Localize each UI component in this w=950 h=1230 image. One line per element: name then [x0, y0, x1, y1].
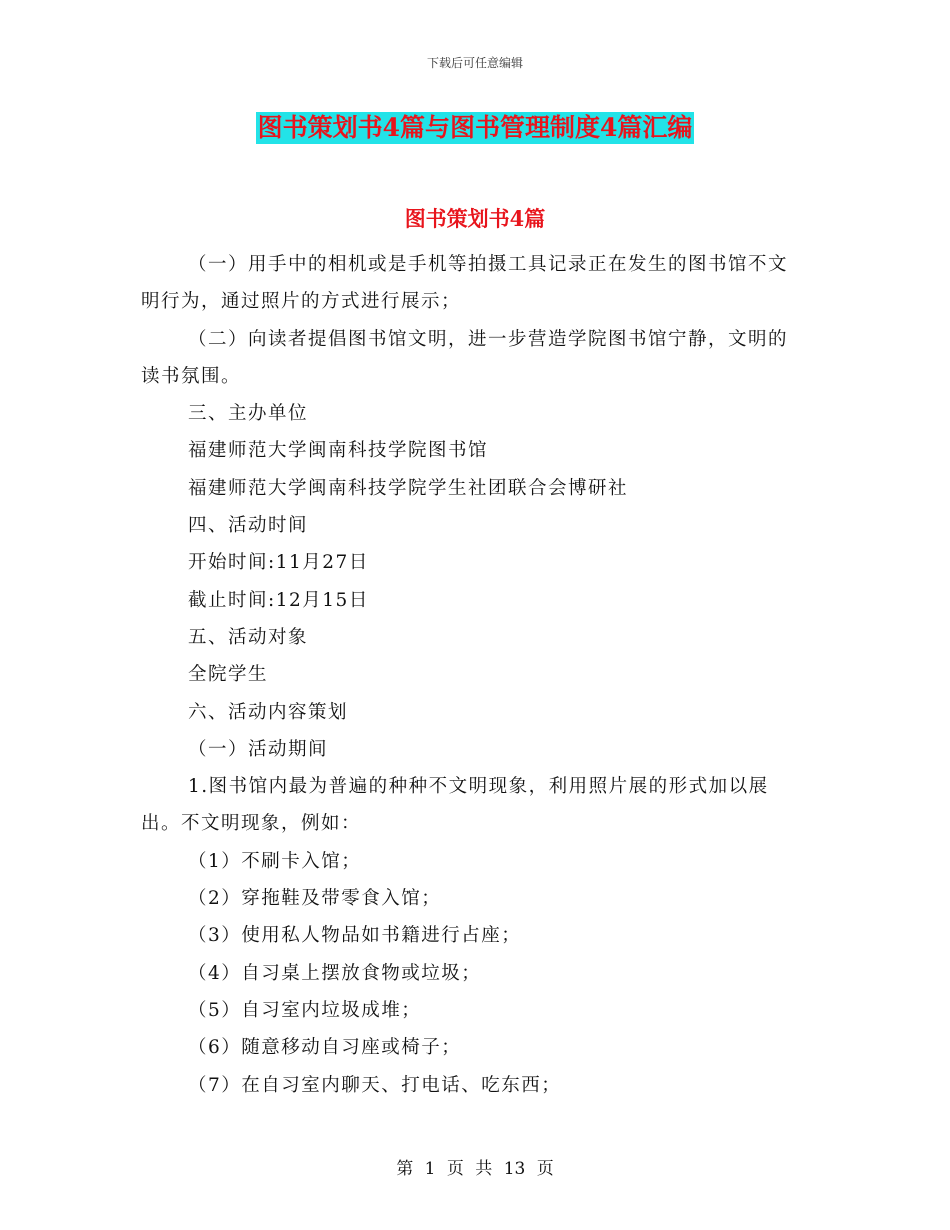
document-title [0, 112, 950, 144]
header-note: 下载后可任意编辑 [426, 56, 523, 70]
paragraph: 开始时间:11月27日 [188, 552, 369, 574]
subheading: （一）活动期间 [188, 738, 329, 760]
paragraph: 截止时间:12月15日 [188, 589, 369, 611]
heading-organizer: 三、主办单位 [188, 403, 309, 425]
heading-audience: 五、活动对象 [188, 626, 309, 648]
heading-content: 六、活动内容策划 [188, 701, 349, 723]
paragraph: （一）用手中的相机或是手机等拍摄工具记录正在发生的图书馆不文明行为，通过照片的方式进行展示； [141, 254, 789, 313]
list-item: （7）在自习室内聊天、打电话、吃东西； [188, 1074, 562, 1096]
heading-time: 四、活动时间 [188, 515, 309, 537]
list-item: （6）随意移动自习座或椅子； [188, 1037, 462, 1059]
list-item: （4）自习桌上摆放食物或垃圾； [188, 962, 482, 984]
section-title: 图书策划书4篇 [404, 206, 546, 231]
list-item: （5）自习室内垃圾成堆； [188, 999, 422, 1021]
paragraph: （二）向读者提倡图书馆文明，进一步营造学院图书馆宁静，文明的读书氛围。 [141, 328, 789, 387]
page-footer: 第 1 页 共 13 页 [396, 1159, 554, 1179]
paragraph: 1.图书馆内最为普遍的种种不文明现象，利用照片展的形式加以展出。不文明现象，例如： [141, 776, 769, 835]
list-item: （1）不刷卡入馆； [188, 850, 362, 872]
paragraph: 福建师范大学闽南科技学院学生社团联合会博研社 [188, 477, 629, 499]
document-body [141, 246, 801, 1104]
list-item: （2）穿拖鞋及带零食入馆； [188, 888, 442, 910]
list-item: （3）使用私人物品如书籍进行占座； [188, 925, 522, 947]
paragraph: 全院学生 [188, 664, 269, 686]
document-title-text: 图书策划书4篇与图书管理制度4篇汇编 [257, 113, 693, 142]
paragraph: 福建师范大学闽南科技学院图书馆 [188, 440, 489, 462]
